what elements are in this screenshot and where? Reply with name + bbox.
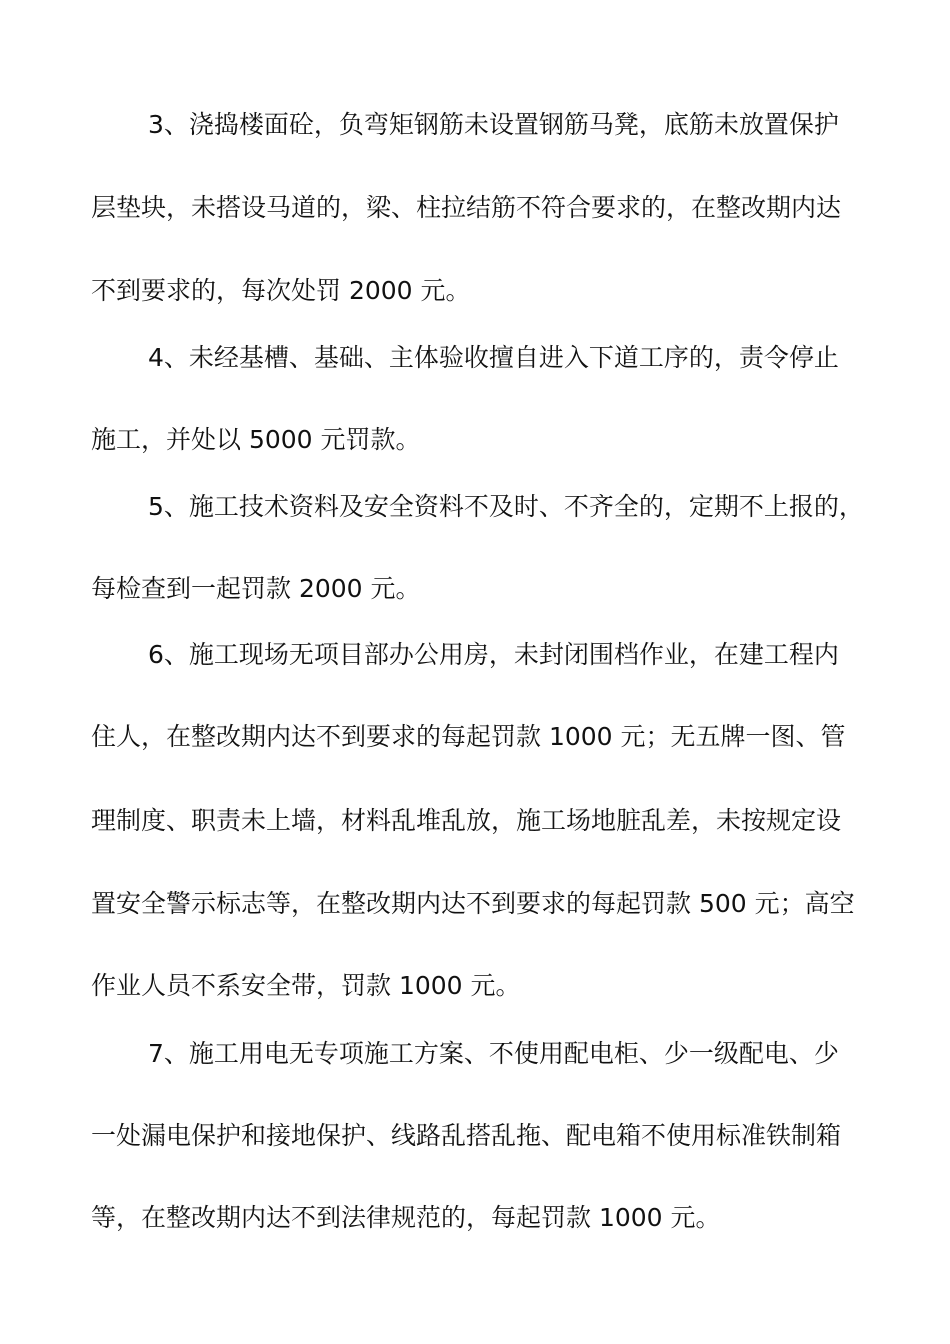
paragraph-line: 等，在整改期内达不到法律规范的，每起罚款 1000 元。 — [91, 1203, 721, 1232]
paragraph-line: 每检查到一起罚款 2000 元。 — [91, 574, 421, 603]
paragraph-line: 一处漏电保护和接地保护、线路乱搭乱拖、配电箱不使用标准铁制箱 — [91, 1121, 842, 1150]
paragraph-line: 5、施工技术资料及安全资料不及时、不齐全的，定期不上报的， — [148, 492, 864, 521]
paragraph-line: 6、施工现场无项目部办公用房，未封闭围档作业，在建工程内 — [148, 640, 839, 669]
paragraph-line: 4、未经基槽、基础、主体验收擅自进入下道工序的，责令停止 — [148, 343, 839, 372]
paragraph-line: 层垫块，未搭设马道的，梁、柱拉结筋不符合要求的，在整改期内达 — [91, 193, 842, 222]
paragraph-line: 不到要求的，每次处罚 2000 元。 — [91, 276, 471, 305]
paragraph-line: 置安全警示标志等，在整改期内达不到要求的每起罚款 500 元；高空 — [91, 889, 855, 918]
paragraph-line: 施工，并处以 5000 元罚款。 — [91, 425, 421, 454]
paragraph-line: 3、浇捣楼面砼，负弯矩钢筋未设置钢筋马凳，底筋未放置保护 — [148, 110, 839, 139]
paragraph-line: 7、施工用电无专项施工方案、不使用配电柜、少一级配电、少 — [148, 1039, 839, 1068]
paragraph-line: 理制度、职责未上墙，材料乱堆乱放，施工场地脏乱差，未按规定设 — [91, 806, 842, 835]
paragraph-line: 住人，在整改期内达不到要求的每起罚款 1000 元；无五牌一图、管 — [91, 722, 846, 751]
paragraph-line: 作业人员不系安全带，罚款 1000 元。 — [91, 971, 521, 1000]
